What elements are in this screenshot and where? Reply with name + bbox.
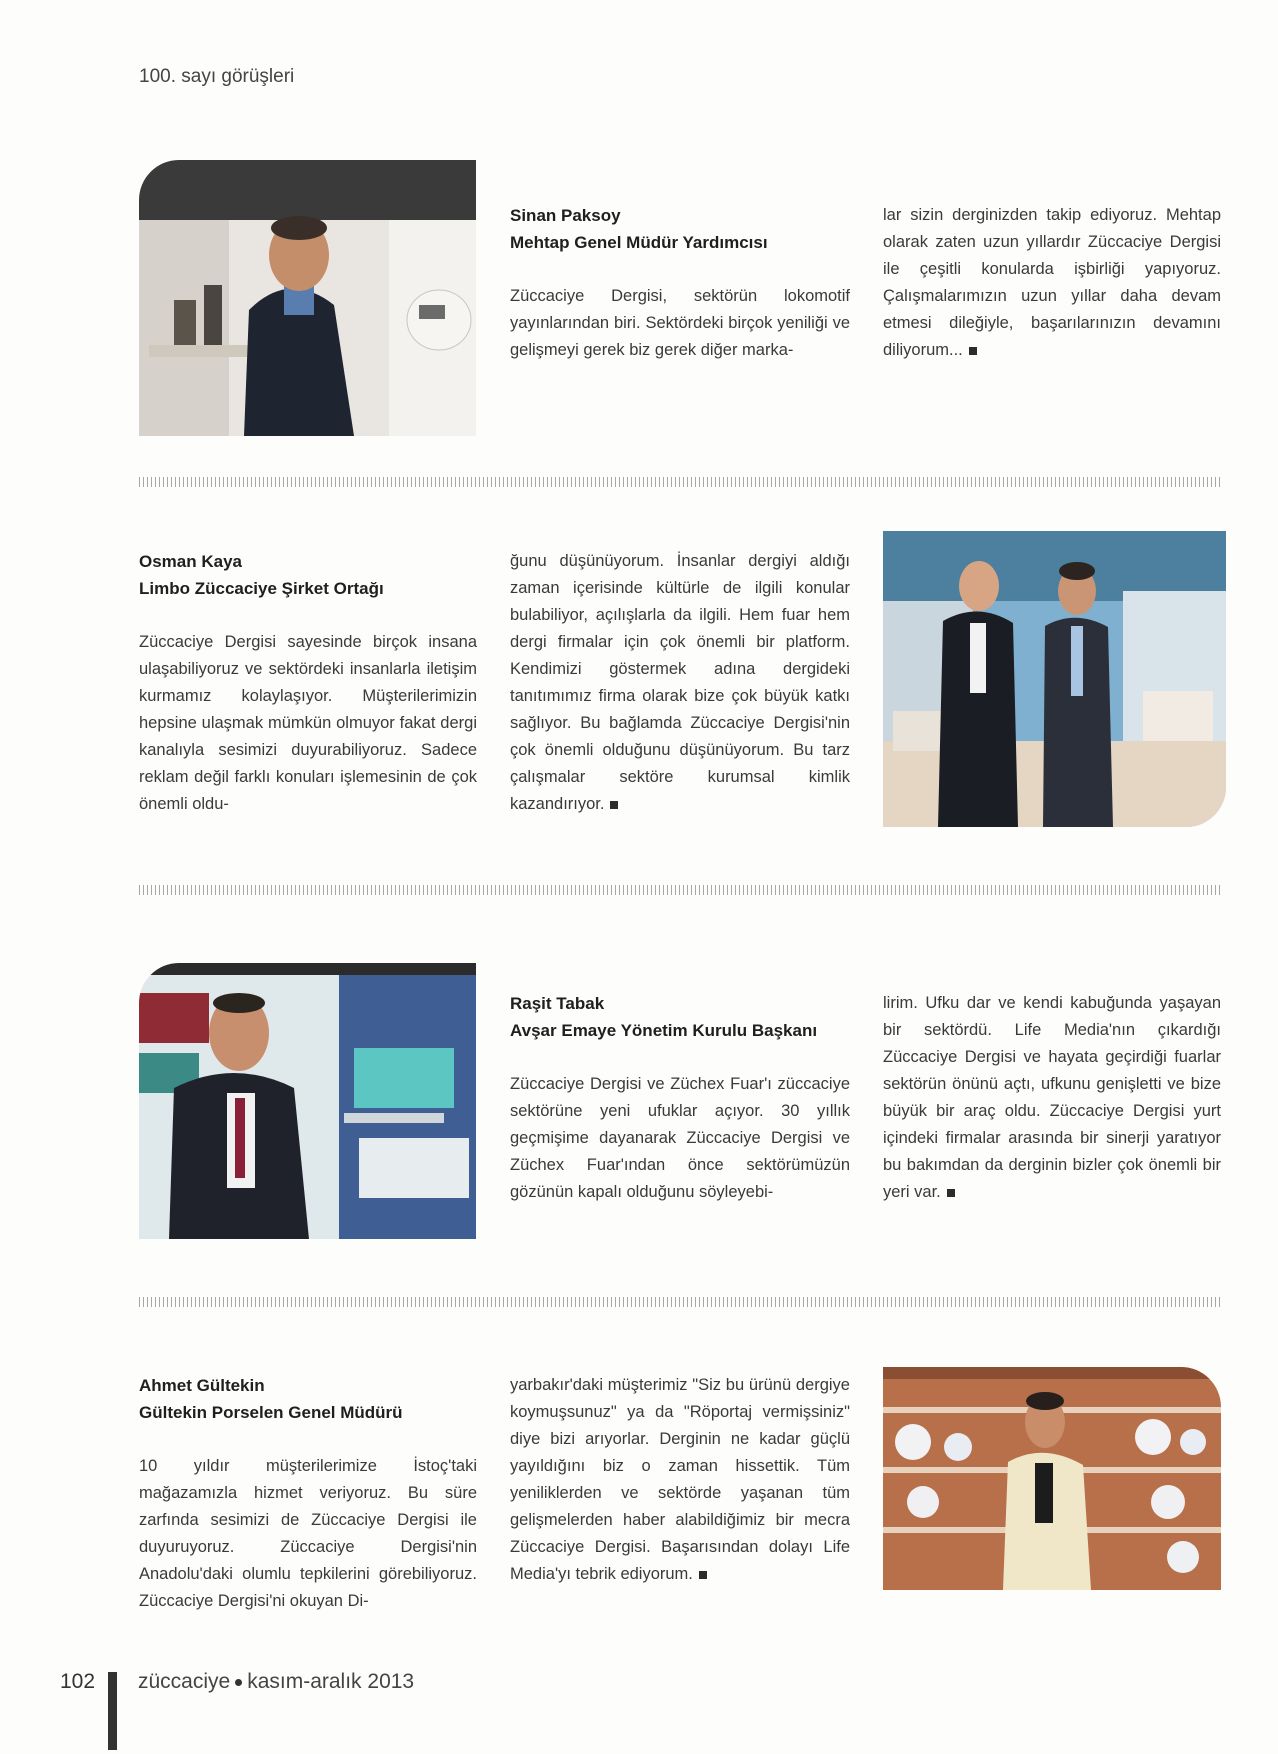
section-4-col-2 (510, 1372, 850, 1588)
body-text: ğunu düşünüyorum. İnsanlar dergiyi aldığı zaman içerisinde kültürle de ilgili konular bulabiliyor, açılışlarla da ilgili. Hem fuar hem dergi firmalar için çok önemli bir platform. Kendimizi göstermek adına dergideki tanıtımımız firma olarak bize çok büyük katkı sağlıyor. Bu bağlamda Züccaciye Dergisi'nin çok önemli olduğunu düşünüyorum. Bu tarz çalışmalar sektöre kurumsal kimlik kazandırıyor. (510, 552, 850, 813)
section-1-col-2 (883, 202, 1221, 364)
page-header: 100. sayı görüşleri (139, 66, 295, 87)
person-role: Mehtap Genel Müdür Yardımcısı (510, 233, 768, 252)
body-text: lar sizin derginizden takip ediyoruz. Mehtap olarak zaten uzun yıllardır Züccaciye Dergisi ile çeşitli konularda işbirliği yapıyoruz. Çalışmalarımızın uzun yıllar daha devam etmesi dileğiyle, başarılarınızın devamını diliyorum... (883, 206, 1221, 359)
person-name: Osman Kaya (139, 552, 242, 571)
issue-date: kasım-aralık 2013 (247, 1670, 415, 1693)
end-mark (947, 1189, 955, 1197)
section-2-col-1 (139, 548, 477, 818)
body-text: Züccaciye Dergisi ve Züchex Fuar'ı züccaciye sektörüne yeni ufuklar açıyor. 30 yıllık geçmişime dayanarak Züccaciye Dergisi ve Züchex Fuar'ından önce sektörümüzün gözünün kapalı olduğunu söyleyebi- (510, 1075, 850, 1201)
person-name: Sinan Paksoy (510, 206, 621, 225)
person-name: Raşit Tabak (510, 994, 605, 1013)
photo-sinan-paksoy (139, 160, 476, 436)
divider (139, 1297, 1221, 1307)
divider (139, 477, 1221, 487)
photo-osman-kaya (883, 531, 1226, 827)
person-role: Avşar Emaye Yönetim Kurulu Başkanı (510, 1021, 818, 1040)
page-number: 102 (60, 1670, 96, 1693)
end-mark (699, 1571, 707, 1579)
person-name: Ahmet Gültekin (139, 1376, 265, 1395)
section-4-col-1 (139, 1372, 477, 1615)
photo-rasit-tabak (139, 963, 476, 1239)
section-2-col-2 (510, 548, 850, 818)
body-text: 10 yıldır müşterilerimize İstoç'taki mağazamızla hizmet veriyoruz. Bu süre zarfında sesimizi de Züccaciye Dergisi ile duyuruyoruz. Züccaciye Dergisi'nin Anadolu'daki olumlu tepkilerini görebiliyoruz. Züccaciye Dergisi'ni okuyan Di- (139, 1457, 477, 1610)
section-3-col-1 (510, 990, 850, 1206)
end-mark (610, 801, 618, 809)
body-text: yarbakır'daki müşterimiz "Siz bu ürünü dergiye koymuşsunuz" ya da "Röportaj vermişsiniz" diye bizi arıyorlar. Derginin ne kadar güçlü yayıldığını biz o zaman hissettik. Tüm yeniliklerden ve sektörde yaşanan tüm gelişmelerden haber alabildiğimiz bir mecra Züccaciye Dergisi. Başarısından dolayı Life Media'yı tebrik ediyorum. (510, 1376, 850, 1583)
body-text: Züccaciye Dergisi sayesinde birçok insana ulaşabiliyoruz ve sektördeki insanlarla iletişim kurmamız kolaylaşıyor. Müşterilerimizin hepsine ulaşmak mümkün olmuyor fakat dergi kanalıyla sesimizi duyurabiliyoruz. Sadece reklam değil farklı konuları işlemesinin de çok önemli oldu- (139, 633, 477, 813)
person-role: Limbo Züccaciye Şirket Ortağı (139, 579, 384, 598)
footer-bar (108, 1672, 117, 1750)
end-mark (969, 347, 977, 355)
person-role: Gültekin Porselen Genel Müdürü (139, 1403, 403, 1422)
footer-publication (138, 1670, 414, 1694)
publication-name: züccaciye (138, 1670, 231, 1693)
bullet-icon (235, 1679, 242, 1686)
section-3-col-2 (883, 990, 1221, 1206)
body-text: lirim. Ufku dar ve kendi kabuğunda yaşayan bir sektördü. Life Media'nın çıkardığı Züccaciye Dergisi ve hayata geçirdiği fuarlar sektörün önünü açtı, ufkunu genişletti ve bize büyük bir araç oldu. Züccaciye Dergisi yurt içindeki firmalar arasında bir sinerji yaratıyor bu bakımdan da derginin bizler çok önemli bir yeri var. (883, 994, 1221, 1201)
divider (139, 885, 1221, 895)
body-text: Züccaciye Dergisi, sektörün lokomotif yayınlarından biri. Sektördeki birçok yeniliği ve gelişmeyi gerek biz gerek diğer marka- (510, 287, 850, 359)
section-1-col-1 (510, 202, 850, 364)
photo-ahmet-gultekin (883, 1367, 1221, 1590)
